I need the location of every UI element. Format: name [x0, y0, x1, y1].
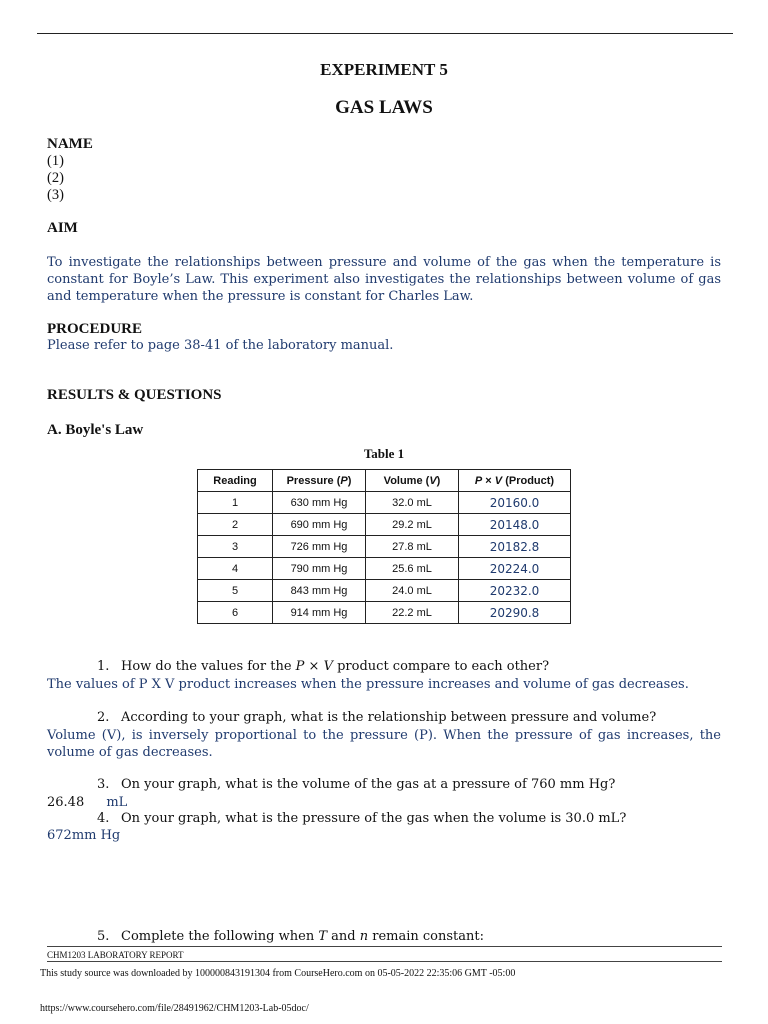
boyles-law-table — [197, 469, 571, 624]
footer-course: CHM1203 LABORATORY REPORT — [47, 950, 184, 960]
footer-rule-bottom — [47, 961, 722, 962]
table-row — [198, 514, 571, 536]
cell-product: 20148.0 — [459, 514, 571, 536]
cell-pressure: 790 mm Hg — [273, 558, 366, 580]
cell-reading: 3 — [198, 536, 273, 558]
table-row — [198, 602, 571, 624]
source-url[interactable]: https://www.coursehero.com/file/28491962/CHM1203-Lab-05doc/ — [40, 1003, 309, 1014]
table-header-row — [198, 470, 571, 492]
col-pressure: Pressure (P) — [273, 470, 366, 492]
footer-rule-top — [47, 946, 722, 947]
answer-3 — [47, 795, 127, 810]
cell-volume: 32.0 mL — [366, 492, 459, 514]
cell-reading: 2 — [198, 514, 273, 536]
procedure-text: Please refer to page 38-41 of the laboratory manual. — [47, 338, 394, 353]
name-line-3: (3) — [47, 187, 64, 203]
question-3: 3. On your graph, what is the volume of the gas at a pressure of 760 mm Hg? — [97, 777, 616, 792]
cell-volume: 24.0 mL — [366, 580, 459, 602]
cell-volume: 27.8 mL — [366, 536, 459, 558]
experiment-number: EXPERIMENT 5 — [320, 60, 448, 79]
answer-3-value: 26.48 — [47, 795, 85, 810]
table-caption: Table 1 — [363, 446, 405, 461]
col-reading: Reading — [198, 470, 273, 492]
cell-volume: 25.6 mL — [366, 558, 459, 580]
table-row — [198, 580, 571, 602]
col-product: P × V (Product) — [459, 470, 571, 492]
cell-pressure: 630 mm Hg — [273, 492, 366, 514]
section-a-heading: A. Boyle's Law — [47, 422, 144, 438]
table-row — [198, 536, 571, 558]
question-1: 1. How do the values for the P × V product compare to each other? — [97, 659, 550, 674]
results-heading: RESULTS & QUESTIONS — [47, 387, 222, 403]
cell-product: 20290.8 — [459, 602, 571, 624]
cell-product: 20182.8 — [459, 536, 571, 558]
cell-reading: 6 — [198, 602, 273, 624]
cell-pressure: 914 mm Hg — [273, 602, 366, 624]
answer-3-unit: mL — [106, 795, 128, 810]
question-5: 5. Complete the following when T and n remain constant: — [97, 929, 484, 944]
cell-pressure: 726 mm Hg — [273, 536, 366, 558]
download-notice: This study source was downloaded by 100000843191304 from CourseHero.com on 05-05-2022 22:35:06 GMT -05:00 — [40, 968, 516, 979]
cell-pressure: 690 mm Hg — [273, 514, 366, 536]
name-line-1: (1) — [47, 153, 64, 169]
aim-text: To investigate the relationships between pressure and volume of the gas when the temperature is constant for Boyle’s Law. This experiment also investigates the relationships between volume of gas and temperature when the pressure is constant for Charles Law. — [47, 255, 721, 304]
answer-4: 672mm Hg — [47, 828, 121, 843]
question-2: 2. According to your graph, what is the relationship between pressure and volume? — [97, 710, 657, 725]
cell-pressure: 843 mm Hg — [273, 580, 366, 602]
cell-reading: 1 — [198, 492, 273, 514]
name-line-2: (2) — [47, 170, 64, 186]
cell-product: 20224.0 — [459, 558, 571, 580]
aim-heading: AIM — [47, 220, 78, 236]
name-heading: NAME — [47, 136, 93, 152]
answer-1: The values of P X V product increases when the pressure increases and volume of gas decreases. — [47, 677, 689, 692]
cell-product: 20232.0 — [459, 580, 571, 602]
col-volume: Volume (V) — [366, 470, 459, 492]
cell-reading: 5 — [198, 580, 273, 602]
question-4: 4. On your graph, what is the pressure of the gas when the volume is 30.0 mL? — [97, 811, 627, 826]
cell-volume: 29.2 mL — [366, 514, 459, 536]
answer-2: Volume (V), is inversely proportional to the pressure (P). When the pressure of gas increases, the volume of gas decreases. — [47, 728, 721, 760]
page-title: GAS LAWS — [335, 97, 433, 118]
table-row — [198, 492, 571, 514]
top-rule — [37, 33, 733, 34]
table-row — [198, 558, 571, 580]
procedure-heading: PROCEDURE — [47, 321, 143, 337]
cell-product: 20160.0 — [459, 492, 571, 514]
cell-volume: 22.2 mL — [366, 602, 459, 624]
cell-reading: 4 — [198, 558, 273, 580]
